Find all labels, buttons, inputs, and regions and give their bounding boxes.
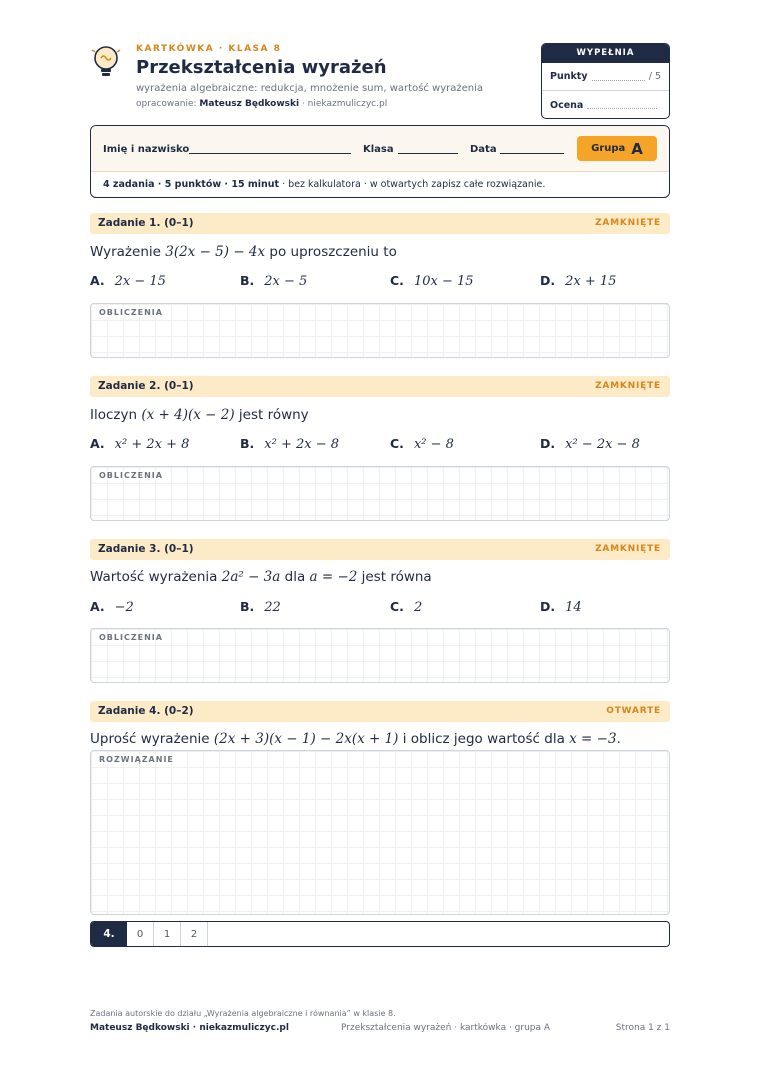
student-info-box: [90, 125, 670, 198]
task-2-work-label: OBLICZENIA: [99, 471, 163, 480]
task-2-answer-d[interactable]: [540, 436, 640, 452]
task-1-q-post: po uproszczeniu to: [265, 244, 397, 260]
task-2-q-post: jest równy: [234, 407, 309, 423]
answer-value: x² − 8: [413, 437, 454, 452]
task-4-header: [90, 701, 670, 722]
task-2-answer-a[interactable]: [90, 436, 189, 452]
task-4-q-pre: Uprość wyrażenie: [90, 731, 214, 747]
answer-letter: D.: [540, 273, 556, 288]
task-3-q-post: jest równa: [357, 569, 432, 585]
name-label: Imię i nazwisko: [103, 144, 190, 155]
task-1-work-area[interactable]: [90, 303, 670, 358]
task-1-q-pre: Wyrażenie: [90, 244, 166, 260]
footer-note: Zadania autorskie do działu „Wyrażenia algebraiczne i równania” w klasie 8.: [90, 1009, 396, 1018]
task-1-header: [90, 213, 670, 234]
footer-author: Mateusz Będkowski · niekazmuliczyc.pl: [90, 1023, 289, 1033]
author-site: · niekazmuliczyc.pl: [301, 99, 388, 109]
task-1-question: [90, 244, 397, 260]
teacher-box: [541, 43, 670, 119]
task-1-label: Zadanie 1. (0–1): [98, 217, 194, 229]
answer-letter: C.: [390, 436, 404, 451]
date-label: Data: [470, 144, 497, 155]
answer-value: −2: [114, 600, 134, 615]
page-subtitle: wyrażenia algebraiczne: redukcja, mnożenie sum, wartość wyrażenia: [136, 83, 484, 94]
grade-field[interactable]: [587, 101, 657, 109]
answer-value: 2x + 15: [565, 274, 617, 289]
task-3-answer-c[interactable]: [390, 599, 422, 615]
task-4-work-area[interactable]: [90, 750, 670, 915]
answer-letter: D.: [540, 436, 556, 451]
answer-value: 14: [565, 600, 582, 615]
score-option-0[interactable]: 0: [127, 922, 154, 946]
answer-letter: C.: [390, 273, 404, 288]
task-1-answer-a[interactable]: [90, 273, 166, 289]
answer-value: x² + 2x − 8: [264, 437, 340, 452]
points-label: Punkty: [550, 71, 588, 82]
task-1-type: ZAMKNIĘTE: [595, 218, 661, 228]
task-1-answers: [90, 273, 670, 293]
group-badge: [577, 136, 657, 161]
task-3-work-label: OBLICZENIA: [99, 633, 163, 642]
task-3-q-math2: a = −2: [309, 569, 358, 585]
task-3-work-area[interactable]: [90, 628, 670, 683]
author-line: [136, 99, 387, 109]
answer-value: 2: [413, 600, 423, 615]
task-3-q-pre: Wartość wyrażenia: [90, 569, 222, 585]
answer-letter: D.: [540, 599, 556, 614]
task-1-answer-c[interactable]: [390, 273, 474, 289]
answer-value: 2x − 15: [114, 274, 166, 289]
task-2-answer-c[interactable]: [390, 436, 454, 452]
author-name: Mateusz Będkowski: [199, 99, 300, 109]
task-2-answers: [90, 436, 670, 456]
task-1-answer-b[interactable]: [240, 273, 307, 289]
task-3-answer-b[interactable]: [240, 599, 281, 615]
points-field[interactable]: [592, 73, 645, 81]
task-4-q-post: .: [616, 731, 621, 747]
author-prefix: opracowanie:: [136, 99, 197, 109]
task-1-answer-d[interactable]: [540, 273, 616, 289]
task-3-type: ZAMKNIĘTE: [595, 544, 661, 554]
group-label: Grupa: [591, 143, 626, 154]
task-3-q-mid: dla: [280, 569, 310, 585]
footer-title: Przekształcenia wyrażeń · kartkówka · grupa A: [341, 1023, 551, 1033]
answer-letter: A.: [90, 273, 105, 288]
answer-letter: B.: [240, 436, 255, 451]
answer-value: 22: [264, 600, 281, 615]
test-info-rules: · bez kalkulatora · w otwartych zapisz całe rozwiązanie.: [279, 179, 546, 190]
answer-value: 2x − 5: [264, 274, 308, 289]
task-4-score-bar: [90, 921, 670, 947]
page-title: Przekształcenia wyrażeń: [136, 57, 387, 78]
teacher-box-title: WYPEŁNIA NAUCZYCIEL: [542, 44, 669, 63]
task-2-type: ZAMKNIĘTE: [595, 381, 661, 391]
grade-label: Ocena: [550, 99, 584, 111]
task-4-label: Zadanie 4. (0–2): [98, 705, 194, 717]
test-info: [91, 172, 669, 198]
group-value: A: [631, 139, 643, 158]
score-option-1[interactable]: 1: [154, 922, 181, 946]
date-field[interactable]: [500, 153, 564, 154]
task-2-question: [90, 407, 309, 423]
task-2-work-area[interactable]: [90, 466, 670, 521]
score-task-number: 4.: [91, 922, 127, 946]
answer-value: 10x − 15: [413, 274, 474, 289]
task-2-q-math: (x + 4)(x − 2): [141, 407, 235, 423]
task-3-label: Zadanie 3. (0–1): [98, 543, 194, 555]
answer-letter: B.: [240, 599, 255, 614]
class-field[interactable]: [398, 153, 458, 154]
answer-value: x² − 2x − 8: [565, 437, 640, 452]
answer-letter: B.: [240, 273, 255, 288]
task-3-header: [90, 539, 670, 560]
task-3-answer-d[interactable]: [540, 599, 582, 615]
answer-letter: A.: [90, 599, 105, 614]
grade-row[interactable]: [542, 91, 669, 119]
task-2-label: Zadanie 2. (0–1): [98, 380, 194, 392]
task-3-answers: [90, 599, 670, 619]
task-3-q-math: 2a² − 3a: [221, 569, 281, 585]
task-2-header: [90, 376, 670, 397]
task-4-type: OTWARTE: [606, 706, 661, 716]
task-3-answer-a[interactable]: [90, 599, 134, 615]
test-info-summary: 4 zadania · 5 punktów · 15 minut: [103, 179, 280, 190]
task-4-q-math: (2x + 3)(x − 1) − 2x(x + 1): [213, 731, 399, 747]
answer-letter: C.: [390, 599, 404, 614]
class-label: Klasa: [363, 144, 394, 155]
task-4-question: [90, 731, 621, 747]
lightbulb-icon: [90, 44, 122, 80]
task-2-answer-b[interactable]: [240, 436, 339, 452]
footer-page-number: Strona 1 z 1: [615, 1023, 670, 1033]
task-1-q-math: 3(2x − 5) − 4x: [165, 244, 266, 260]
task-2-q-pre: Iloczyn: [90, 407, 142, 423]
answer-letter: A.: [90, 436, 105, 451]
task-4-q-mid: i oblicz jego wartość dla: [398, 731, 570, 747]
points-max: / 5: [648, 71, 661, 82]
score-option-2[interactable]: 2: [181, 922, 208, 946]
name-field[interactable]: [189, 153, 351, 154]
task-1-work-label: OBLICZENIA: [99, 308, 163, 317]
answer-value: x² + 2x + 8: [114, 437, 190, 452]
task-4-q-math2: x = −3: [569, 731, 617, 747]
kicker: KARTKÓWKA · KLASA 8: [136, 44, 282, 54]
task-3-question: [90, 569, 432, 585]
task-4-work-label: ROZWIĄZANIE: [99, 755, 174, 764]
